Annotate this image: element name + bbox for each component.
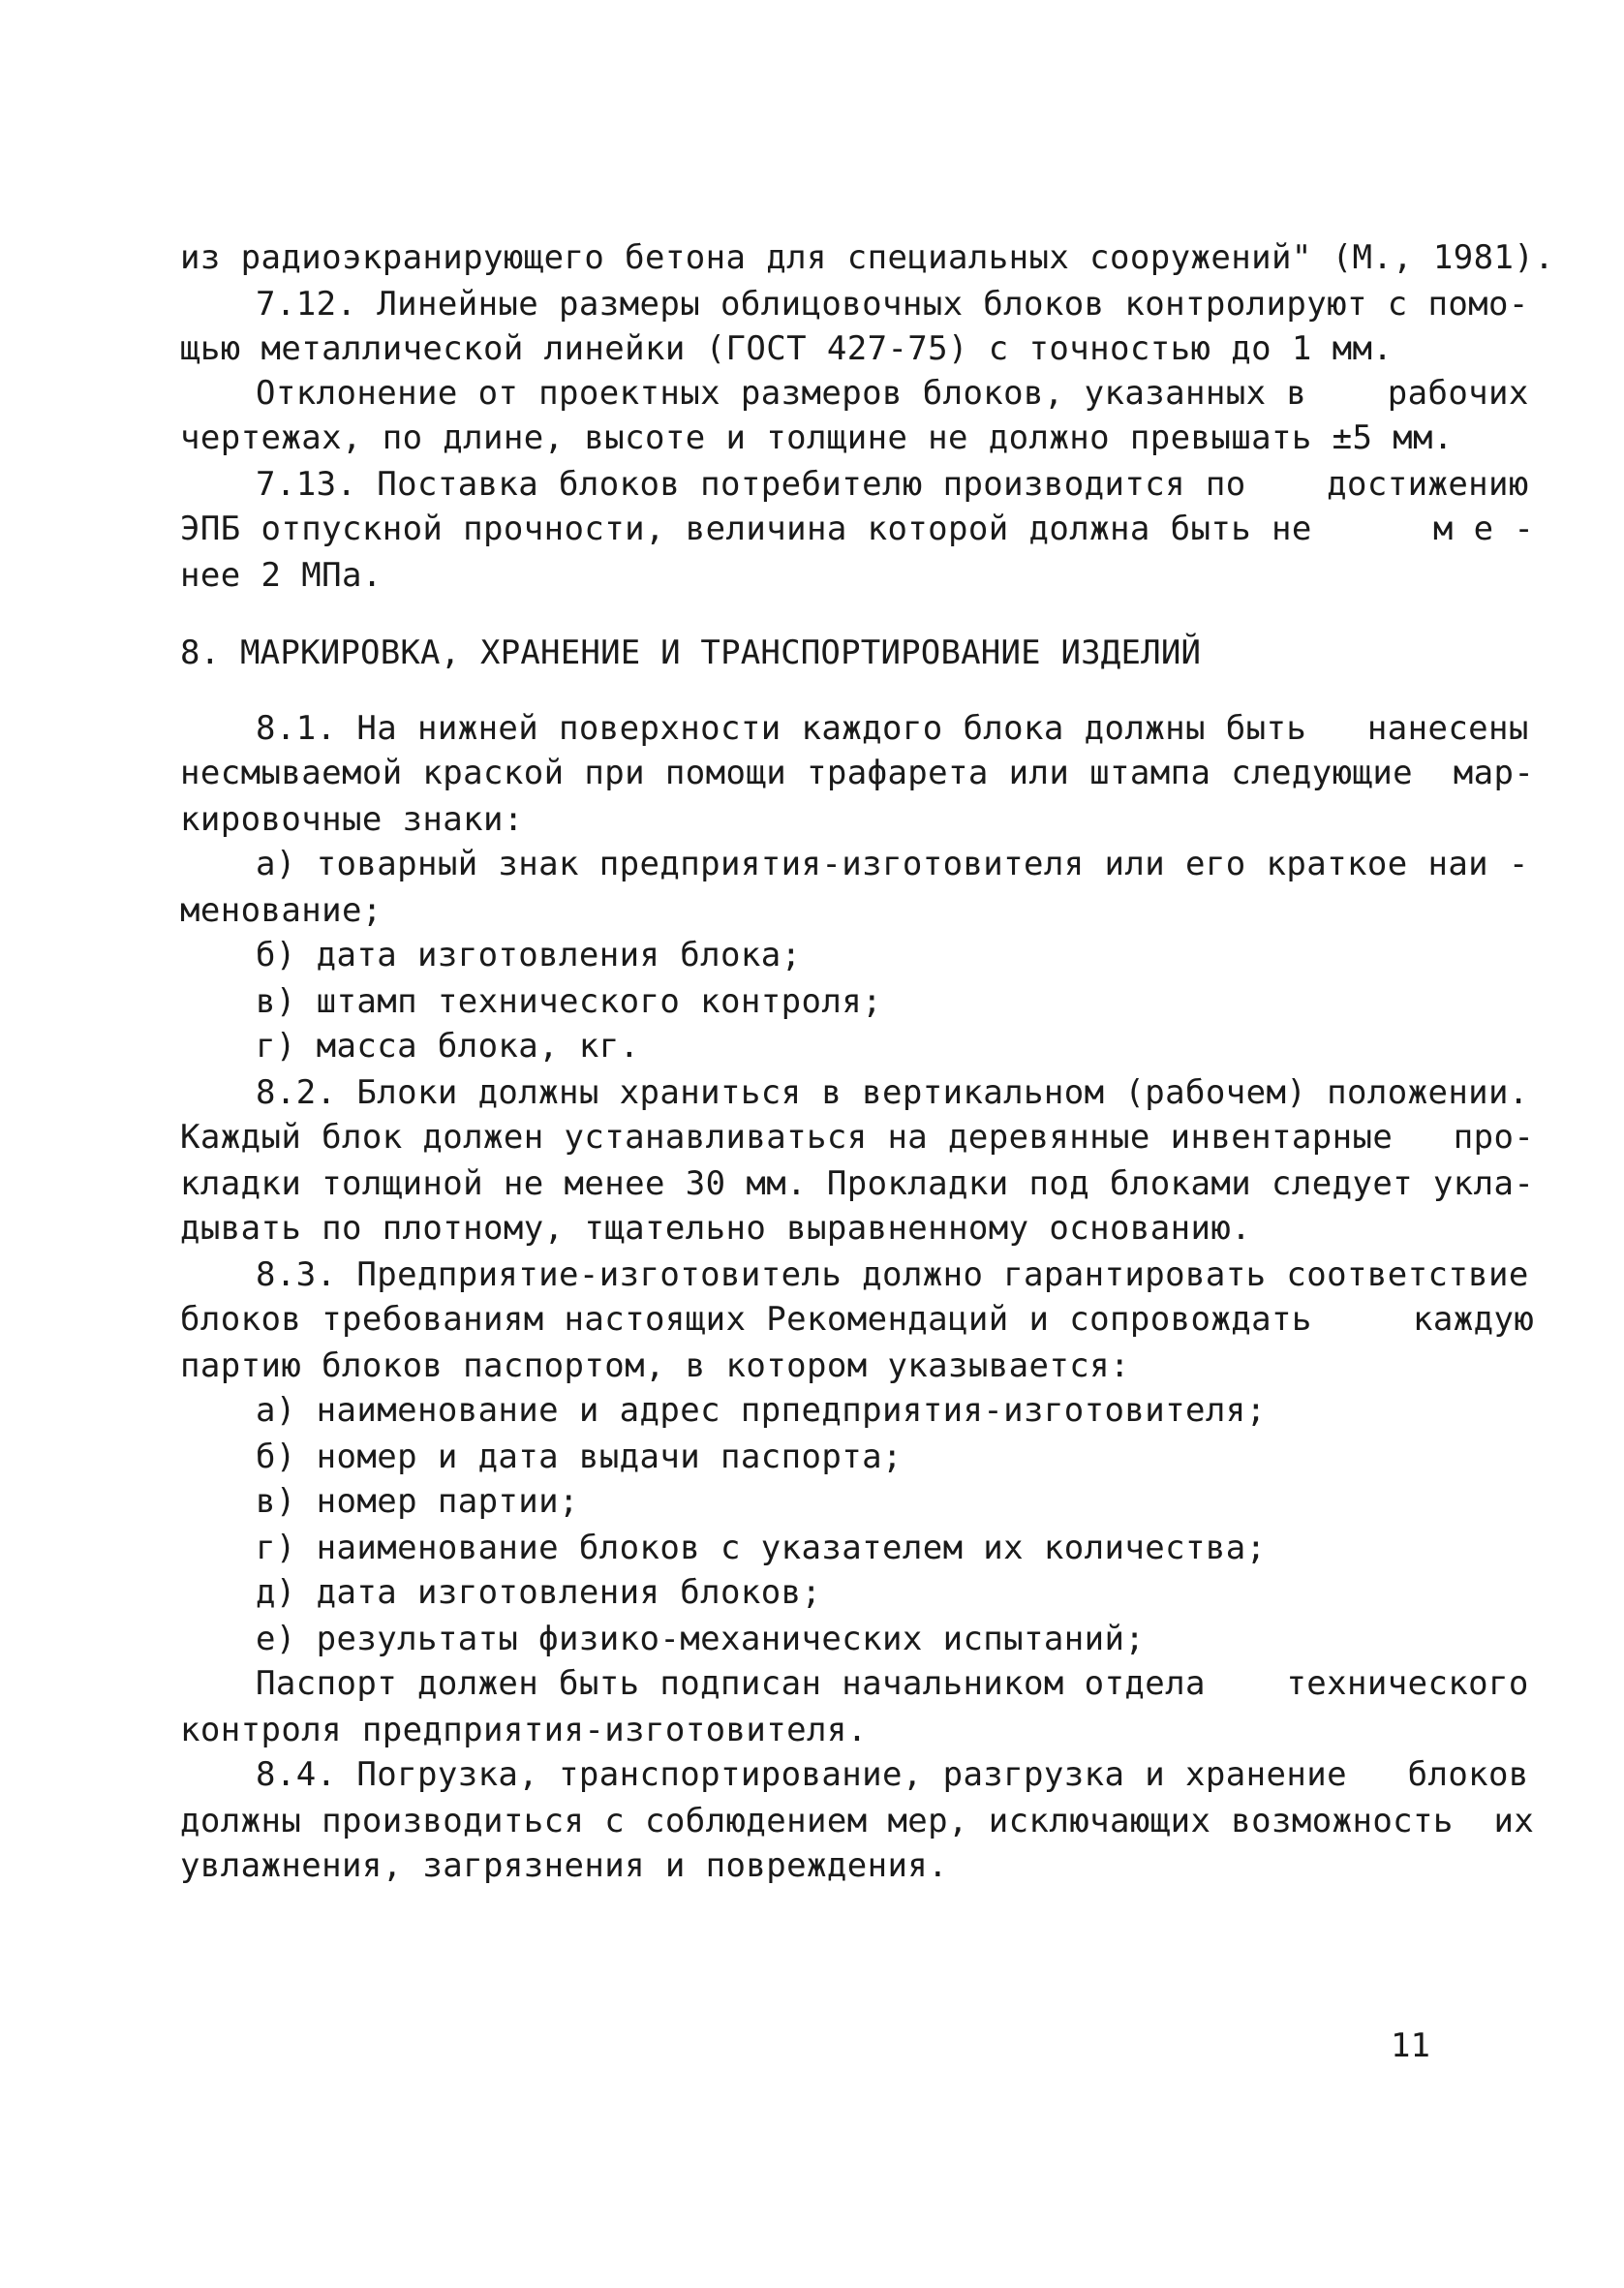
text-line: партию блоков паспортом, в котором указывается: bbox=[180, 1346, 1130, 1385]
list-item: а) товарный знак предприятия-изготовителя или его краткое наи - bbox=[256, 845, 1529, 883]
list-item: в) номер партии; bbox=[256, 1482, 579, 1521]
text-line: менование; bbox=[180, 891, 383, 930]
text-line: увлажнения, загрязнения и повреждения. bbox=[180, 1846, 949, 1885]
text-line: из радиоэкранирующего бетона для специальных сооружений" (М., 1981). bbox=[180, 238, 1555, 277]
text-line: 8.2. Блоки должны храниться в вертикальном (рабочем) положении. bbox=[256, 1073, 1529, 1112]
text-line: ЭПБ отпускной прочности, величина которой должна быть не м е - bbox=[180, 510, 1535, 548]
text-line: щью металлической линейки (ГОСТ 427-75) с точностью до 1 мм. bbox=[180, 329, 1394, 368]
text-line: дывать по плотному, тщательно выравненному основанию. bbox=[180, 1209, 1252, 1248]
list-item: е) результаты физико-механических испытаний; bbox=[256, 1620, 1146, 1658]
text-line: контроля предприятия-изготовителя. bbox=[180, 1711, 868, 1749]
page-number: 11 bbox=[1391, 2026, 1430, 2065]
text-line: кировочные знаки: bbox=[180, 800, 524, 839]
text-line: Паспорт должен быть подписан начальником отдела технического bbox=[256, 1664, 1529, 1703]
text-line: нее 2 МПа. bbox=[180, 556, 383, 595]
list-item: б) номер и дата выдачи паспорта; bbox=[256, 1438, 903, 1476]
text-line: несмываемой краской при помощи трафарета или штампа следующие мар- bbox=[180, 754, 1535, 792]
list-item: а) наименование и адрес прпедприятия-изготовителя; bbox=[256, 1391, 1267, 1430]
list-item: б) дата изготовления блока; bbox=[256, 936, 802, 974]
text-line: кладки толщиной не менее 30 мм. Прокладки под блоками следует укла- bbox=[180, 1164, 1535, 1203]
text-line: 8.1. На нижней поверхности каждого блока должны быть нанесены bbox=[256, 709, 1529, 748]
text-line: 8.4. Погрузка, транспортирование, разгрузка и хранение блоков bbox=[256, 1755, 1529, 1794]
list-item: г) масса блока, кг. bbox=[256, 1027, 640, 1066]
list-item: г) наименование блоков с указателем их количества; bbox=[256, 1529, 1267, 1567]
list-item: д) дата изготовления блоков; bbox=[256, 1573, 822, 1612]
text-line: 7.13. Поставка блоков потребителю производится по достижению bbox=[256, 465, 1529, 504]
text-line: Каждый блок должен устанавливаться на деревянные инвентарные про- bbox=[180, 1118, 1535, 1157]
text-line: 7.12. Линейные размеры облицовочных блоков контролируют с помо- bbox=[256, 285, 1529, 324]
text-line: блоков требованиям настоящих Рекомендаций и сопровождать каждую bbox=[180, 1300, 1535, 1339]
text-line: 8.3. Предприятие-изготовитель должно гарантировать соответствие bbox=[256, 1255, 1529, 1294]
list-item: в) штамп технического контроля; bbox=[256, 982, 882, 1021]
text-line: чертежах, по длине, высоте и толщине не должно превышать ±5 мм. bbox=[180, 418, 1454, 457]
section-heading: 8. МАРКИРОВКА, ХРАНЕНИЕ И ТРАНСПОРТИРОВАНИЕ ИЗДЕЛИЙ bbox=[180, 634, 1202, 672]
text-line: должны производиться с соблюдением мер, исключающих возможность их bbox=[180, 1802, 1535, 1840]
text-line: Отклонение от проектных размеров блоков, указанных в рабочих bbox=[256, 374, 1529, 413]
